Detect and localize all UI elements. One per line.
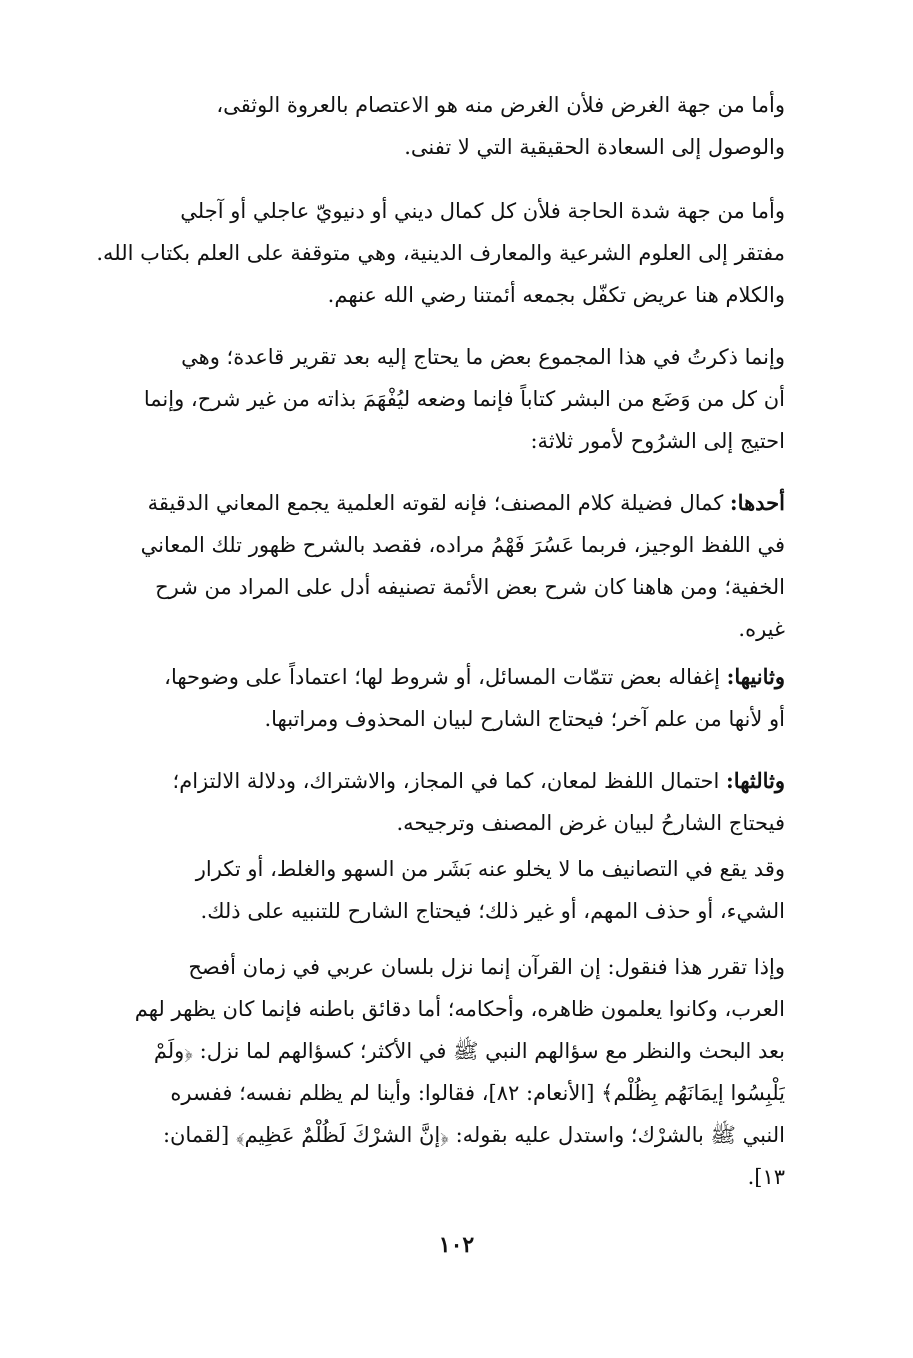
text-line: فيحتاج الشارحُ لبيان غرض المصنف وترجيحه.	[396, 811, 785, 835]
paragraph-third-reason	[85, 760, 785, 844]
text-line: مفتقر إلى العلوم الشرعية والمعارف الدينية، وهي متوقفة على العلم بكتاب الله.	[96, 241, 785, 265]
paragraph-errors	[85, 848, 785, 932]
text-line: وإذا تقرر هذا فنقول: إن القرآن إنما نزل بلسان عربي في زمان أفصح	[188, 955, 785, 979]
text-line: والوصول إلى السعادة الحقيقية التي لا تفنى.	[404, 135, 785, 159]
text-line: ١٣].	[747, 1165, 785, 1189]
text-line: وقد يقع في التصانيف ما لا يخلو عنه بَشَر من السهو والغلط، أو تكرار	[195, 857, 785, 881]
text-line: احتيج إلى الشرُوح لأمور ثلاثة:	[530, 429, 785, 453]
line-text: احتمال اللفظ لمعان، كما في المجاز، والاشتراك، ودلالة الالتزام؛	[172, 769, 727, 793]
text-line	[85, 760, 785, 802]
page-number: ١٠٢	[438, 1232, 475, 1258]
paragraph-second-reason	[85, 656, 785, 740]
text-line: غيره.	[738, 617, 785, 641]
text-line: في اللفظ الوجيز، فربما عَسُرَ فَهْمُ مراده، فقصد بالشرح ظهور تلك المعاني	[140, 533, 785, 557]
text-line: الخفية؛ ومن هاهنا كان شرح بعض الأئمة تصنيفه أدل على المراد من شرح	[155, 575, 785, 599]
paragraph-purpose	[85, 84, 785, 168]
text-line: العرب، وكانوا يعلمون ظاهره، وأحكامه؛ أما دقائق باطنه فإنما كان يظهر لهم	[134, 997, 785, 1021]
paragraph-need	[85, 190, 785, 316]
lead-word: أحدها:	[729, 490, 785, 515]
text-line	[85, 482, 785, 524]
text-line: الشيء، أو حذف المهم، أو غير ذلك؛ فيحتاج الشارح للتنبيه على ذلك.	[200, 899, 785, 923]
text-line: بعد البحث والنظر مع سؤالهم النبي ﷺ في الأكثر؛ كسؤالهم لما نزل: ﴿ولَمْ	[153, 1039, 785, 1063]
text-line	[85, 656, 785, 698]
text-line: والكلام هنا عريض تكفّل بجمعه أئمتنا رضي الله عنهم.	[327, 283, 785, 307]
line-text: إغفاله بعض تتمّات المسائل، أو شروط لها؛ اعتماداً على وضوحها،	[164, 665, 727, 689]
lead-word: وثانيها:	[726, 664, 785, 689]
lead-word: وثالثها:	[726, 768, 785, 793]
line-text: كمال فضيلة كلام المصنف؛ فإنه لقوته العلمية يجمع المعاني الدقيقة	[147, 491, 730, 515]
paragraph-quran	[85, 946, 785, 1198]
text-line: النبي ﷺ بالشرْك؛ واستدل عليه بقوله: ﴿إنَّ الشرْكَ لَظُلْمٌ عَظِيم﴾ [لقمان:	[162, 1123, 785, 1147]
paragraph-first-reason	[85, 482, 785, 650]
paragraph-introduction	[85, 336, 785, 462]
text-line: وأما من جهة شدة الحاجة فلأن كل كمال ديني أو دنيويّ عاجلي أو آجلي	[180, 199, 785, 223]
text-line: أو لأنها من علم آخر؛ فيحتاج الشارح لبيان المحذوف ومراتبها.	[264, 707, 785, 731]
text-line: وأما من جهة الغرض فلأن الغرض منه هو الاعتصام بالعروة الوثقى،	[216, 93, 785, 117]
text-line: وإنما ذكرتُ في هذا المجموع بعض ما يحتاج إليه بعد تقرير قاعدة؛ وهي	[181, 345, 785, 369]
text-line: أن كل من وَضَع من البشر كتاباً فإنما وضعه ليُفْهَمَ بذاته من غير شرح، وإنما	[143, 387, 785, 411]
text-line: يَلْبِسُوا إيمَانَهُم بِظُلْم﴾ [الأنعام: ٨٢]، فقالوا: وأينا لم يظلم نفسه؛ ففسره	[170, 1081, 785, 1105]
